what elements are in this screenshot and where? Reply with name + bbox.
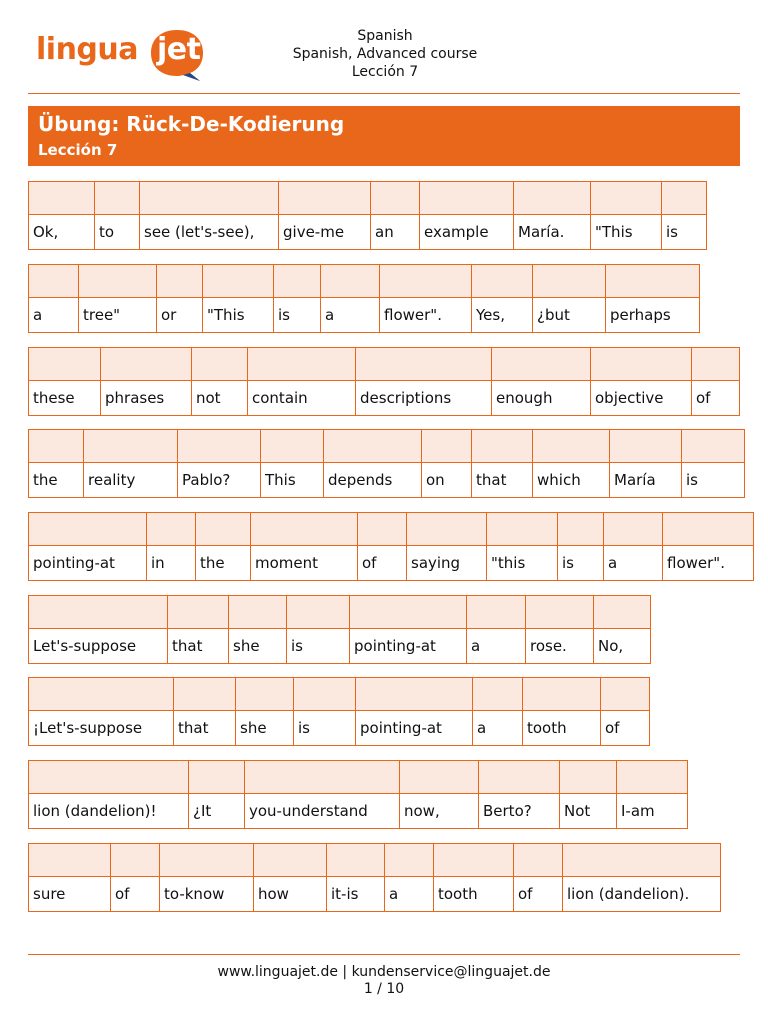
word-gloss: to <box>95 215 139 249</box>
answer-box[interactable] <box>533 265 605 298</box>
answer-box[interactable] <box>294 678 355 711</box>
answer-box[interactable] <box>385 844 433 877</box>
word-gloss: that <box>168 629 228 663</box>
word-cell <box>471 264 533 333</box>
answer-box[interactable] <box>203 265 273 298</box>
word-cell <box>273 264 321 333</box>
word-cell <box>593 595 651 664</box>
sentence-row-7 <box>28 677 650 746</box>
word-cell <box>513 843 563 912</box>
answer-box[interactable] <box>287 596 349 629</box>
word-cell <box>355 677 473 746</box>
answer-box[interactable] <box>350 596 466 629</box>
linguajet-logo <box>36 28 211 84</box>
word-gloss: on <box>422 463 471 497</box>
answer-box[interactable] <box>140 182 278 215</box>
word-gloss: "This <box>203 298 273 332</box>
answer-box[interactable] <box>380 265 471 298</box>
exercise-subtitle: Lección 7 <box>38 141 118 159</box>
answer-box[interactable] <box>560 761 616 794</box>
word-cell <box>188 760 245 829</box>
word-gloss: No, <box>594 629 650 663</box>
answer-box[interactable] <box>192 348 247 381</box>
logo-wordmark-jet: jet <box>157 32 201 67</box>
word-gloss: pointing-at <box>356 711 472 745</box>
word-cell <box>173 677 236 746</box>
answer-box[interactable] <box>160 844 253 877</box>
word-cell <box>278 181 371 250</box>
word-cell <box>28 512 147 581</box>
word-cell <box>323 429 422 498</box>
answer-box[interactable] <box>248 348 355 381</box>
word-gloss: she <box>229 629 286 663</box>
word-cell <box>260 429 324 498</box>
answer-box[interactable] <box>274 265 320 298</box>
answer-box[interactable] <box>358 513 406 546</box>
answer-box[interactable] <box>692 348 739 381</box>
word-gloss: ¡Let's-suppose <box>29 711 173 745</box>
word-cell <box>244 760 400 829</box>
word-cell <box>513 181 591 250</box>
word-cell <box>355 347 492 416</box>
header-lesson: Lección 7 <box>351 64 419 80</box>
word-gloss: how <box>254 877 326 911</box>
answer-box[interactable] <box>29 348 100 381</box>
answer-box[interactable] <box>533 430 609 463</box>
word-cell <box>491 347 591 416</box>
answer-box[interactable] <box>407 513 486 546</box>
word-gloss: Ok, <box>29 215 94 249</box>
word-gloss: perhaps <box>606 298 699 332</box>
answer-box[interactable] <box>610 430 681 463</box>
header-course: Spanish, Advanced course <box>292 46 478 62</box>
answer-box[interactable] <box>29 596 167 629</box>
word-gloss: an <box>371 215 419 249</box>
word-cell <box>603 512 663 581</box>
word-cell <box>691 347 740 416</box>
word-gloss: "This <box>591 215 661 249</box>
answer-box[interactable] <box>261 430 323 463</box>
word-gloss: María <box>610 463 681 497</box>
word-gloss: saying <box>407 546 486 580</box>
answer-box[interactable] <box>558 513 603 546</box>
answer-box[interactable] <box>196 513 250 546</box>
sentence-row-9 <box>28 843 721 912</box>
word-gloss: the <box>29 463 83 497</box>
word-gloss: of <box>514 877 562 911</box>
word-cell <box>28 429 84 498</box>
word-cell <box>156 264 203 333</box>
answer-box[interactable] <box>321 265 379 298</box>
word-cell <box>559 760 617 829</box>
answer-box[interactable] <box>400 761 478 794</box>
word-cell <box>202 264 274 333</box>
word-cell <box>590 347 692 416</box>
answer-box[interactable] <box>487 513 557 546</box>
answer-box[interactable] <box>514 182 590 215</box>
answer-box[interactable] <box>472 265 532 298</box>
word-cell <box>83 429 178 498</box>
word-gloss: of <box>692 381 739 415</box>
word-cell <box>384 843 434 912</box>
word-cell <box>247 347 356 416</box>
word-gloss: reality <box>84 463 177 497</box>
word-gloss: objective <box>591 381 691 415</box>
word-gloss: that <box>174 711 235 745</box>
word-gloss: is <box>294 711 355 745</box>
word-gloss: pointing-at <box>350 629 466 663</box>
sentence-row-4 <box>28 429 745 498</box>
word-gloss: Berto? <box>479 794 559 828</box>
word-cell <box>167 595 229 664</box>
word-cell <box>466 595 526 664</box>
answer-box[interactable] <box>662 182 706 215</box>
word-gloss: a <box>467 629 525 663</box>
word-cell <box>28 843 111 912</box>
answer-box[interactable] <box>663 513 753 546</box>
word-gloss: that <box>472 463 532 497</box>
word-gloss: sure <box>29 877 110 911</box>
word-gloss: tooth <box>523 711 600 745</box>
word-cell <box>293 677 356 746</box>
word-gloss: it-is <box>327 877 384 911</box>
footer-divider <box>28 954 740 955</box>
word-gloss: she <box>236 711 293 745</box>
answer-box[interactable] <box>29 182 94 215</box>
sentence-row-1 <box>28 181 707 250</box>
word-gloss: is <box>558 546 603 580</box>
word-gloss: not <box>192 381 247 415</box>
word-cell <box>406 512 487 581</box>
word-gloss: ¿but <box>533 298 605 332</box>
word-gloss: the <box>196 546 250 580</box>
answer-box[interactable] <box>29 513 146 546</box>
sentence-row-6 <box>28 595 651 664</box>
answer-box[interactable] <box>178 430 260 463</box>
word-cell <box>605 264 700 333</box>
answer-box[interactable] <box>591 182 661 215</box>
word-cell <box>349 595 467 664</box>
answer-box[interactable] <box>254 844 326 877</box>
answer-box[interactable] <box>514 844 562 877</box>
word-gloss: flower". <box>380 298 471 332</box>
answer-box[interactable] <box>174 678 235 711</box>
sentence-row-2 <box>28 264 700 333</box>
word-cell <box>370 181 420 250</box>
answer-box[interactable] <box>95 182 139 215</box>
word-gloss: pointing-at <box>29 546 146 580</box>
word-cell <box>590 181 662 250</box>
word-gloss: see (let's-see), <box>140 215 278 249</box>
word-gloss: moment <box>251 546 357 580</box>
word-cell <box>286 595 350 664</box>
word-cell <box>681 429 745 498</box>
word-gloss: or <box>157 298 202 332</box>
word-cell <box>525 595 594 664</box>
word-cell <box>616 760 688 829</box>
word-gloss: a <box>604 546 662 580</box>
word-cell <box>191 347 248 416</box>
word-gloss: lion (dandelion)! <box>29 794 188 828</box>
word-cell <box>522 677 601 746</box>
word-cell <box>419 181 514 250</box>
word-gloss: "this <box>487 546 557 580</box>
word-cell <box>195 512 251 581</box>
word-gloss: Let's-suppose <box>29 629 167 663</box>
header-divider <box>28 93 740 94</box>
word-cell <box>478 760 560 829</box>
word-gloss: ¿It <box>189 794 244 828</box>
answer-box[interactable] <box>29 265 78 298</box>
word-cell <box>159 843 254 912</box>
word-cell <box>326 843 385 912</box>
answer-box[interactable] <box>467 596 525 629</box>
word-gloss: tooth <box>434 877 513 911</box>
word-cell <box>433 843 514 912</box>
word-cell <box>532 429 610 498</box>
word-cell <box>28 760 189 829</box>
document-header <box>250 27 520 81</box>
answer-box[interactable] <box>157 265 202 298</box>
word-cell <box>250 512 358 581</box>
answer-box[interactable] <box>479 761 559 794</box>
word-gloss: This <box>261 463 323 497</box>
word-cell <box>94 181 140 250</box>
answer-box[interactable] <box>606 265 699 298</box>
answer-box[interactable] <box>434 844 513 877</box>
word-cell <box>662 512 754 581</box>
word-cell <box>139 181 279 250</box>
word-cell <box>177 429 261 498</box>
word-gloss: example <box>420 215 513 249</box>
word-gloss: which <box>533 463 609 497</box>
answer-box[interactable] <box>563 844 720 877</box>
word-cell <box>357 512 407 581</box>
page-number: 1 / 10 <box>363 981 405 997</box>
answer-box[interactable] <box>682 430 744 463</box>
word-cell <box>421 429 472 498</box>
word-cell <box>28 264 79 333</box>
answer-box[interactable] <box>327 844 384 877</box>
word-gloss: a <box>385 877 433 911</box>
word-cell <box>235 677 294 746</box>
word-gloss: depends <box>324 463 421 497</box>
word-gloss: contain <box>248 381 355 415</box>
answer-box[interactable] <box>29 430 83 463</box>
word-gloss: a <box>473 711 522 745</box>
word-gloss: María. <box>514 215 590 249</box>
answer-box[interactable] <box>356 348 491 381</box>
word-cell <box>320 264 380 333</box>
word-gloss: tree" <box>79 298 156 332</box>
word-gloss: enough <box>492 381 590 415</box>
answer-box[interactable] <box>84 430 177 463</box>
answer-box[interactable] <box>29 844 110 877</box>
word-gloss: of <box>358 546 406 580</box>
word-gloss: Pablo? <box>178 463 260 497</box>
answer-box[interactable] <box>168 596 228 629</box>
answer-box[interactable] <box>29 761 188 794</box>
word-gloss: Not <box>560 794 616 828</box>
answer-box[interactable] <box>422 430 471 463</box>
answer-box[interactable] <box>79 265 156 298</box>
answer-box[interactable] <box>492 348 590 381</box>
word-gloss: is <box>682 463 744 497</box>
word-cell <box>28 677 174 746</box>
answer-box[interactable] <box>356 678 472 711</box>
word-cell <box>28 595 168 664</box>
answer-box[interactable] <box>523 678 600 711</box>
word-gloss: flower". <box>663 546 753 580</box>
answer-box[interactable] <box>245 761 399 794</box>
answer-box[interactable] <box>324 430 421 463</box>
word-gloss: I-am <box>617 794 687 828</box>
word-cell <box>661 181 707 250</box>
answer-box[interactable] <box>101 348 191 381</box>
word-gloss: rose. <box>526 629 593 663</box>
word-cell <box>399 760 479 829</box>
answer-box[interactable] <box>251 513 357 546</box>
word-gloss: a <box>29 298 78 332</box>
answer-box[interactable] <box>420 182 513 215</box>
word-cell <box>146 512 196 581</box>
word-gloss: of <box>111 877 159 911</box>
word-cell <box>28 347 101 416</box>
word-cell <box>379 264 472 333</box>
word-gloss: Yes, <box>472 298 532 332</box>
answer-box[interactable] <box>236 678 293 711</box>
sentence-row-5 <box>28 512 754 581</box>
answer-box[interactable] <box>472 430 532 463</box>
word-cell <box>78 264 157 333</box>
word-gloss: to-know <box>160 877 253 911</box>
word-gloss: a <box>321 298 379 332</box>
word-cell <box>228 595 287 664</box>
word-cell <box>471 429 533 498</box>
answer-box[interactable] <box>601 678 649 711</box>
word-gloss: is <box>274 298 320 332</box>
footer-contact: www.linguajet.de | kundenservice@linguajet.de <box>217 964 551 980</box>
word-gloss: descriptions <box>356 381 491 415</box>
word-gloss: give-me <box>279 215 370 249</box>
answer-box[interactable] <box>604 513 662 546</box>
word-cell <box>609 429 682 498</box>
answer-box[interactable] <box>617 761 687 794</box>
answer-box[interactable] <box>591 348 691 381</box>
answer-box[interactable] <box>189 761 244 794</box>
exercise-banner <box>28 106 740 166</box>
word-cell <box>486 512 558 581</box>
word-cell <box>253 843 327 912</box>
word-cell <box>600 677 650 746</box>
logo-wordmark: lingua <box>36 32 138 67</box>
exercise-title: Übung: Rück-De-Kodierung <box>38 112 345 136</box>
word-gloss: phrases <box>101 381 191 415</box>
answer-box[interactable] <box>147 513 195 546</box>
answer-box[interactable] <box>371 182 419 215</box>
word-cell <box>28 181 95 250</box>
word-cell <box>562 843 721 912</box>
answer-box[interactable] <box>594 596 650 629</box>
word-gloss: is <box>662 215 706 249</box>
answer-box[interactable] <box>111 844 159 877</box>
word-gloss: lion (dandelion). <box>563 877 720 911</box>
word-gloss: in <box>147 546 195 580</box>
word-gloss: now, <box>400 794 478 828</box>
word-cell <box>472 677 523 746</box>
word-cell <box>557 512 604 581</box>
word-cell <box>110 843 160 912</box>
word-gloss: you-understand <box>245 794 399 828</box>
answer-box[interactable] <box>29 678 173 711</box>
word-cell <box>100 347 192 416</box>
answer-box[interactable] <box>473 678 522 711</box>
word-gloss: is <box>287 629 349 663</box>
answer-box[interactable] <box>526 596 593 629</box>
word-gloss: these <box>29 381 100 415</box>
sentence-row-3 <box>28 347 740 416</box>
word-gloss: of <box>601 711 649 745</box>
answer-box[interactable] <box>229 596 286 629</box>
word-cell <box>532 264 606 333</box>
header-language: Spanish <box>357 28 413 44</box>
answer-box[interactable] <box>279 182 370 215</box>
sentence-row-8 <box>28 760 688 829</box>
